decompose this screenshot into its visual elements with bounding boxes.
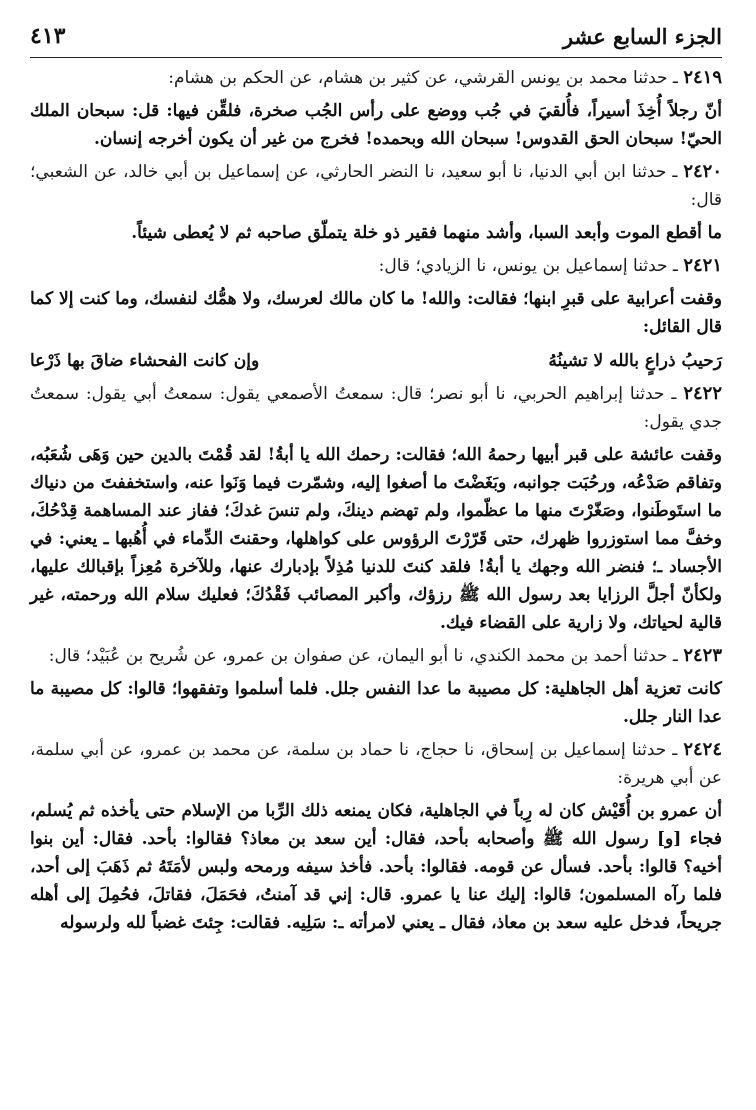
entry-number: ٢٤٢٤ — [683, 739, 723, 760]
entry-isnad — [30, 380, 722, 436]
entry-isnad — [30, 158, 722, 214]
poem-hemistich-second: وإن كانت الفحشاء ضاقَ بها ذَرْعا — [30, 351, 260, 371]
isnad-text: ـ حدثنا إسماعيل بن إسحاق، نا حجاج، نا حماد بن سلمة، عن محمد بن عمرو، عن أبي سلمة، عن أبي هريرة: — [30, 740, 722, 788]
poem-verse — [30, 346, 722, 376]
page-content — [30, 64, 722, 937]
entry-matn: وقفت أعرابية على قبرِ ابنها؛ فقالت: والله! ما كان مالك لعرسك، ولا همُّك لنفسك، وما كنت إلا كما قال القائل: — [30, 289, 722, 337]
isnad-text: ـ حدثنا إسماعيل بن يونس، نا الزيادي؛ قال: — [378, 256, 678, 276]
entry-matn: ما أقطع الموت وأبعد السبا، وأشد منهما فقير ذو خلة يتملّق صاحبه ثم لا يُعطى شيئاً. — [131, 223, 722, 243]
entry-number: ٢٤٢١ — [683, 255, 722, 276]
isnad-text: ـ حدثنا ابن أبي الدنيا، نا أبو سعيد، نا النضر الحارثي، عن إسماعيل بن أبي خالد، عن الشعبي؛ قال: — [30, 162, 722, 210]
entry-number: ٢٤٢٢ — [683, 383, 722, 404]
entry-isnad — [30, 64, 722, 92]
entry-number: ٢٤٢٣ — [683, 645, 722, 666]
entry-matn: أنّ رجلاً أُخِذَ أسيراً، فأُلقيَ في جُب ووضع على رأس الجُب صخرة، فلقِّن فيها: قل: سبحان الملك الحيّ! سبحان الحق القدوس! سبحان الله وبحمده! فخرج من غير أن يكون أخرجه إنسان. — [30, 101, 722, 149]
entry-matn: وقفت عائشة على قبر أبيها رحمهُ الله؛ فقالت: رحمك الله يا أبةُ! لقد قُمْتَ بالدين حين وَهَى شُعَبُه، وتفاقم صَدْعُه، ورحُبَت جوانبه، وبَغَضْتَ ما أصغوا إليه، وشمّرت فيما وَنَوا عنه، واستخففتَ من دنياك ما استَوطَنوا، وصَغّرْتَ منها ما عظّموا، ولم تهضم دينكَ، ولم تنسَ غدكَ؛ ففاز عند المساهمة قِدْحُكَ، وخفَّ مما استوزروا ظهرك، حتى قَرّرْتَ الرؤوس على كواهلها، وحقنتَ الدِّماء في أُهُبها ـ يعني: في الأجساد ـ؛ فنضر الله وجهك يا أبةُ! فلقد كنتَ للدنيا مُذِلاً بإدبارك عنها، وللآخرة مُعِزاً بإقبالك عليها، ولكأنّ أجلَّ الرزايا بعد رسول الله ﷺ رزؤك، وأكبر المصائب فَقْدُكَ؛ فعليك سلام الله ورحمته، غير قالية لحياتك، ولا زارية على القضاء فيك. — [30, 445, 722, 633]
entry-isnad — [30, 736, 722, 792]
isnad-text: ـ حدثنا محمد بن يونس القرشي، عن كثير بن هشام، عن الحكم بن هشام: — [168, 68, 678, 88]
isnad-text: ـ حدثنا إبراهيم الحربي، نا أبو نصر؛ قال: سمعتُ الأصمعي يقول: سمعتُ أبي يقول: سمعتُ جدي يقول: — [30, 384, 722, 432]
isnad-text: ـ حدثنا أحمد بن محمد الكندي، نا أبو اليمان، عن صفوان بن عمرو، عن شُريح بن عُبَيْد؛ قال: — [48, 646, 678, 666]
poem-hemistich-first: رَحيبُ ذراعٍ بالله لا تشينُهُ — [548, 351, 722, 371]
entry-matn: كانت تعزية أهل الجاهلية: كل مصيبة ما عدا النفس جلل. فلما أسلموا وتفقهوا؛ قالوا: كل مصيبة ما عدا النار جلل. — [30, 679, 722, 727]
entry-matn: أن عمرو بن أُقَيْش كان له رِباً في الجاهلية، فكان يمنعه ذلك الرِّبا من الإسلام حتى يأخذه ثم يُسلم، فجاء [و] رسول الله ﷺ وأصحابه بأحد، فقال: أين سعد بن معاذ؟ فقالوا: بأحد. فقال: أين بنوا أخيه؟ قالوا: بأحد. فسأل عن قومه. فقالوا: بأحد. فأخذ سيفه ورمحه ولبس لأمَتَهُ ثم ذَهَبَ إلى أحد، فلما رآه المسلمون؛ قالوا: إليك عنا يا عمرو. قال: إني قد آمنتُ، فحَمَلَ، فقاتلَ، فحُمِلَ إلى أهله جريحاً، فدخل عليه سعد بن معاذ، فقال ـ يعني لامرأته ـ: سَلِيه. فقالت: جِئتَ غضباً لله ولرسوله — [30, 801, 722, 933]
entry-number: ٢٤٢٠ — [683, 161, 723, 182]
entry-isnad — [30, 642, 722, 670]
volume-title: الجزء السابع عشر — [562, 24, 722, 49]
entry-isnad — [30, 252, 722, 280]
page-header — [30, 0, 722, 58]
page-number: ٤١٣ — [30, 23, 66, 49]
entry-number: ٢٤١٩ — [683, 67, 722, 88]
